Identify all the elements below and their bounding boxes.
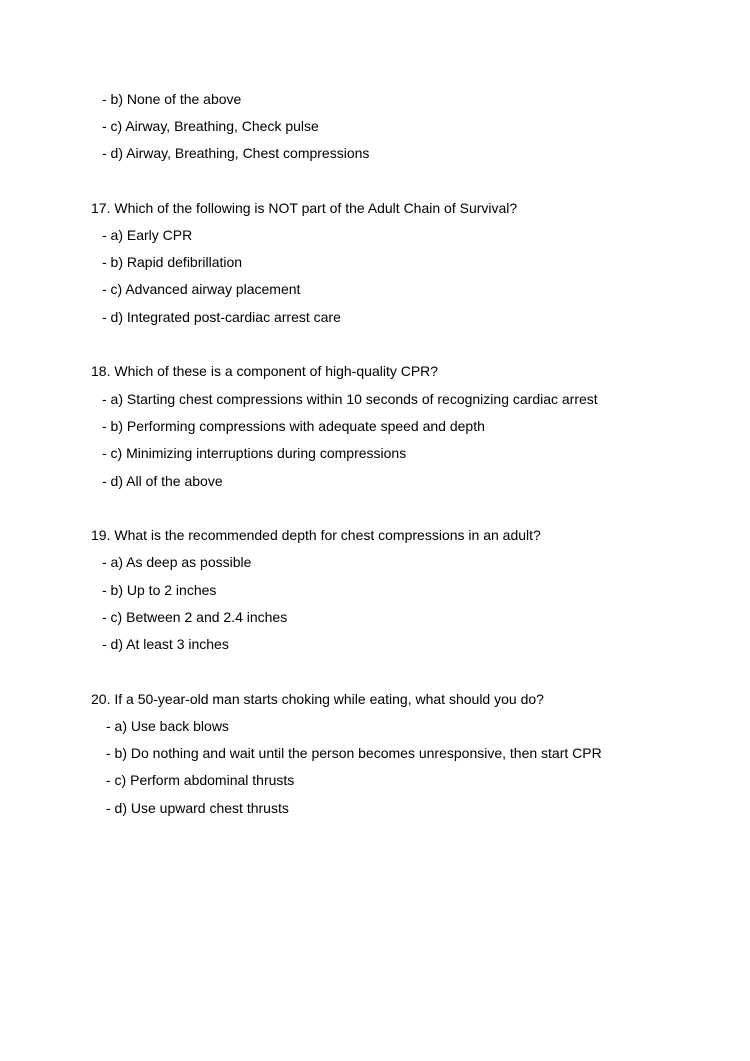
- option-20-c: - c) Perform abdominal thrusts: [106, 772, 295, 788]
- option-18-d: - d) All of the above: [102, 473, 223, 489]
- option-17-c: - c) Advanced airway placement: [102, 281, 301, 297]
- question-18: 18. Which of these is a component of high-quality CPR?: [91, 363, 439, 379]
- option-20-d: - d) Use upward chest thrusts: [106, 800, 289, 816]
- option-19-c: - c) Between 2 and 2.4 inches: [102, 609, 288, 625]
- option-17-d: - d) Integrated post-cardiac arrest care: [102, 309, 341, 325]
- option-18-c: - c) Minimizing interruptions during compressions: [102, 445, 407, 461]
- option-18-a: - a) Starting chest compressions within 10 seconds of recognizing cardiac arrest: [102, 391, 598, 407]
- option-19-b: - b) Up to 2 inches: [102, 582, 217, 598]
- option-20-a: - a) Use back blows: [106, 718, 229, 734]
- option-18-b: - b) Performing compressions with adequate speed and depth: [102, 418, 485, 434]
- option-17-b: - b) Rapid defibrillation: [102, 254, 243, 270]
- question-17: 17. Which of the following is NOT part of the Adult Chain of Survival?: [91, 200, 518, 216]
- question-20: 20. If a 50-year-old man starts choking while eating, what should you do?: [91, 691, 544, 707]
- option-16-c: - c) Airway, Breathing, Check pulse: [102, 118, 319, 134]
- question-19: 19. What is the recommended depth for chest compressions in an adult?: [91, 527, 541, 543]
- option-20-b: - b) Do nothing and wait until the person becomes unresponsive, then start CPR: [106, 745, 602, 761]
- option-19-a: - a) As deep as possible: [102, 554, 252, 570]
- option-19-d: - d) At least 3 inches: [102, 636, 229, 652]
- option-17-a: - a) Early CPR: [102, 227, 193, 243]
- option-16-b: - b) None of the above: [102, 91, 242, 107]
- option-16-d: - d) Airway, Breathing, Chest compressions: [102, 145, 370, 161]
